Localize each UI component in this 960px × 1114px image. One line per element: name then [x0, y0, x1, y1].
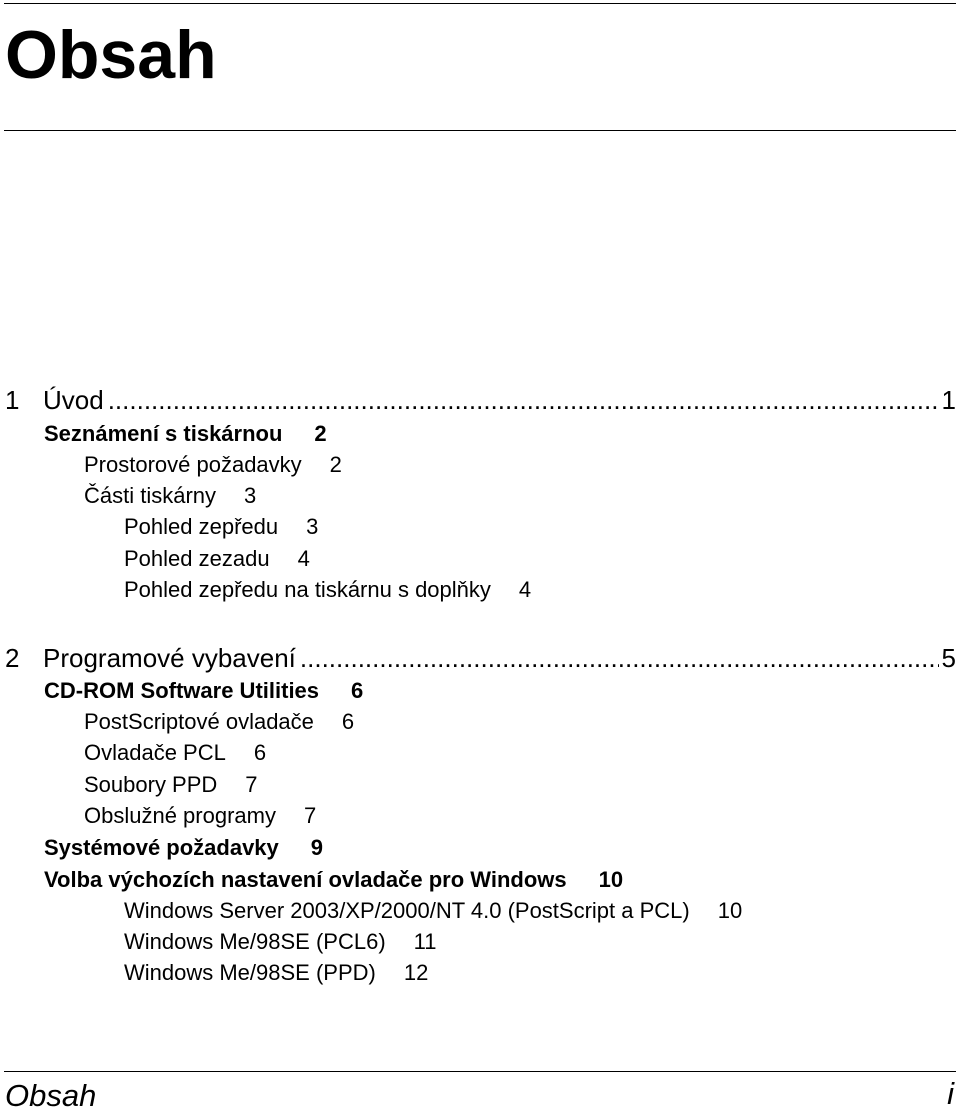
toc-entry-label: Windows Server 2003/XP/2000/NT 4.0 (PostScript a PCL)	[124, 898, 690, 923]
toc-entry-systemove-pozadavky[interactable]	[44, 833, 323, 863]
toc-entry-label: Ovladače PCL	[84, 740, 226, 765]
toc-entry-casti-tiskarny[interactable]	[84, 481, 256, 511]
toc-entry-page: 10	[717, 898, 743, 923]
toc-entry-page: 6	[341, 709, 355, 734]
footer-rule	[4, 1071, 956, 1072]
toc-entry-label: Windows Me/98SE (PPD)	[124, 960, 376, 985]
dot-leader	[108, 385, 939, 415]
toc-entry-label: Pohled zezadu	[124, 546, 270, 571]
toc-entry-label: Prostorové požadavky	[84, 452, 302, 477]
toc-entry-postscriptove-ovladace[interactable]	[84, 707, 354, 737]
footer-page-number: i	[947, 1076, 954, 1111]
page-title: Obsah	[5, 17, 217, 93]
toc-entry-label: Seznámení s tiskárnou	[44, 421, 283, 446]
chapter-page-number: 1	[941, 385, 956, 415]
toc-entry-page: 6	[253, 740, 267, 765]
toc-entry-volba-vychozich-nastaveni[interactable]	[44, 865, 623, 895]
chapter-title: Úvod	[43, 385, 104, 415]
toc-entry-soubory-ppd[interactable]	[84, 770, 258, 800]
chapter-number: 2	[5, 643, 20, 673]
toc-entry-page: 10	[598, 867, 624, 892]
toc-entry-windows-server-2003[interactable]	[124, 896, 742, 926]
toc-entry-label: Windows Me/98SE (PCL6)	[124, 929, 386, 954]
toc-entry-label: Soubory PPD	[84, 772, 218, 797]
toc-entry-page: 6	[351, 678, 364, 703]
toc-entry-label: Volba výchozích nastavení ovladače pro Windows	[44, 867, 567, 892]
toc-chapter-1[interactable]	[5, 385, 956, 415]
toc-entry-pohled-zezadu[interactable]	[124, 544, 310, 574]
toc-entry-ovladace-pcl[interactable]	[84, 738, 266, 768]
toc-entry-label: PostScriptové ovladače	[84, 709, 314, 734]
top-rule	[4, 3, 956, 4]
toc-entry-page: 3	[306, 514, 319, 539]
dot-leader	[300, 643, 939, 673]
title-rule	[4, 130, 956, 131]
toc-entry-windows-me-98se-ppd[interactable]	[124, 958, 428, 988]
toc-entry-page: 7	[245, 772, 258, 797]
toc-entry-page: 3	[244, 483, 257, 508]
toc-entry-prostorove-pozadavky[interactable]	[84, 450, 342, 480]
toc-entry-label: Pohled zepředu	[124, 514, 279, 539]
chapter-number: 1	[5, 385, 20, 415]
chapter-title: Programové vybavení	[43, 643, 296, 673]
toc-entry-windows-me-98se-pcl6[interactable]	[124, 927, 437, 957]
toc-entry-page: 9	[310, 835, 324, 860]
toc-entry-page: 4	[518, 577, 532, 602]
toc-entry-page: 4	[297, 546, 310, 571]
toc-entry-label: Části tiskárny	[84, 483, 217, 508]
toc-entry-page: 12	[403, 960, 429, 985]
footer-section-name: Obsah	[5, 1078, 97, 1113]
toc-entry-label: Pohled zepředu na tiskárnu s doplňky	[124, 577, 491, 602]
toc-entry-pohled-zepredu[interactable]	[124, 512, 318, 542]
toc-entry-page: 2	[314, 421, 327, 446]
toc-entry-obsluzne-programy[interactable]	[84, 801, 316, 831]
toc-entry-page: 11	[413, 929, 437, 954]
toc-entry-page: 7	[303, 803, 317, 828]
toc-entry-label: Obslužné programy	[84, 803, 276, 828]
toc-chapter-2[interactable]	[5, 643, 956, 673]
toc-entry-seznameni-s-tiskarnou[interactable]	[44, 419, 327, 449]
chapter-page-number: 5	[941, 643, 956, 673]
toc-entry-pohled-zepredu-s-doplnky[interactable]	[124, 575, 531, 605]
toc-entry-label: CD-ROM Software Utilities	[44, 678, 320, 703]
toc-entry-label: Systémové požadavky	[44, 835, 279, 860]
toc-entry-cd-rom-software-utilities[interactable]	[44, 676, 363, 706]
toc-entry-page: 2	[329, 452, 342, 477]
